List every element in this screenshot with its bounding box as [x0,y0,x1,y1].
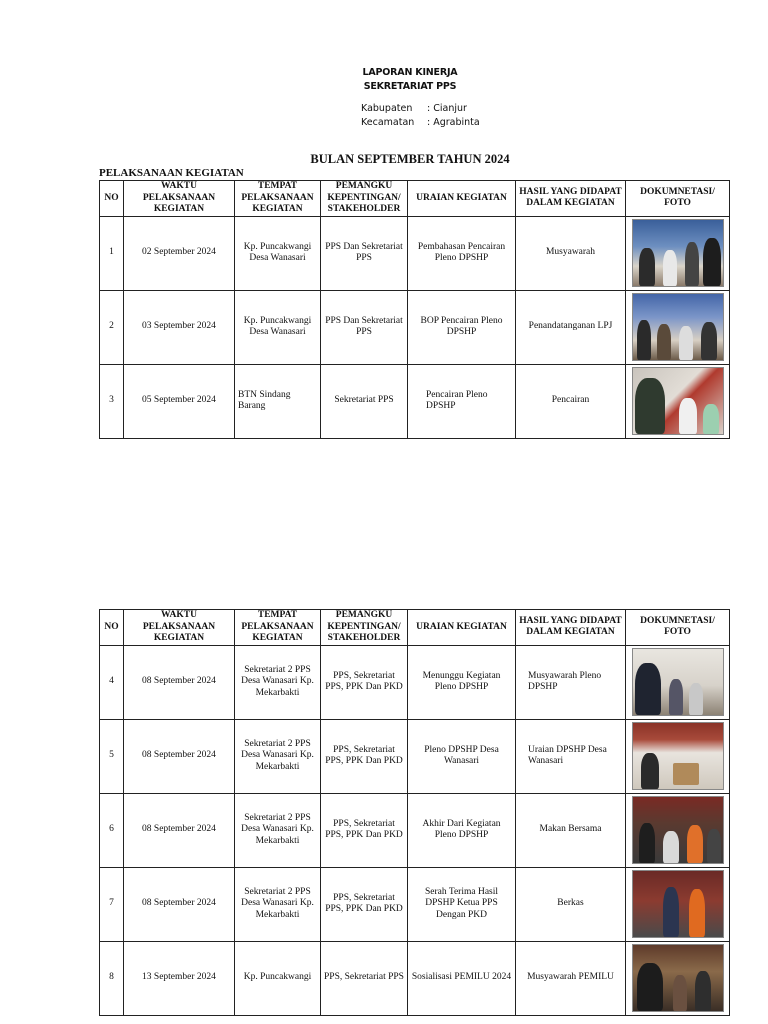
report-subtitle: SEKRETARIAT PPS [363,81,457,92]
cell-foto [626,793,730,867]
table-row [100,290,730,364]
cell-waktu: 02 September 2024 [124,216,235,290]
cell-foto [626,290,730,364]
col-hasil: HASIL YANG DIDAPAT DALAM KEGIATAN [516,181,626,217]
cell-tempat: Kp. Puncakwangi Desa Wanasari [235,290,321,364]
col-pemangku: PEMANGKU KEPENTINGAN/ STAKEHOLDER [321,610,408,646]
cell-foto [626,867,730,941]
cell-pemangku: PPS Dan Sekretariat PPS [321,216,408,290]
activity-photo [632,944,724,1012]
activity-photo [632,796,724,864]
activity-table-1 [99,180,730,439]
activity-photo [632,870,724,938]
cell-uraian: Pencairan Pleno DPSHP [408,364,516,438]
table-header-row [100,181,730,217]
cell-uraian: Menunggu Kegiatan Pleno DPSHP [408,645,516,719]
activity-table-2 [99,609,730,1016]
cell-pemangku: PPS Dan Sekretariat PPS [321,290,408,364]
kecamatan-value: : Agrabinta [427,117,480,128]
cell-foto [626,216,730,290]
cell-no: 3 [100,364,124,438]
col-uraian: URAIAN KEGIATAN [408,610,516,646]
kecamatan-label: Kecamatan [361,117,415,128]
cell-pemangku: PPS, Sekretariat PPS, PPK Dan PKD [321,719,408,793]
cell-tempat: Sekretariat 2 PPS Desa Wanasari Kp. Mekarbakti [235,645,321,719]
col-tempat: TEMPAT PELAKSANAAN KEGIATAN [235,181,321,217]
col-pemangku: PEMANGKU KEPENTINGAN/ STAKEHOLDER [321,181,408,217]
cell-foto [626,645,730,719]
cell-hasil: Berkas [516,867,626,941]
activity-photo [632,722,724,790]
cell-uraian: Sosialisasi PEMILU 2024 [408,941,516,1015]
cell-uraian: Pembahasan Pencairan Pleno DPSHP [408,216,516,290]
cell-waktu: 13 September 2024 [124,941,235,1015]
cell-pemangku: PPS, Sekretariat PPS, PPK Dan PKD [321,867,408,941]
cell-hasil: Musyawarah Pleno DPSHP [516,645,626,719]
kabupaten-row [361,103,467,114]
col-tempat: TEMPAT PELAKSANAAN KEGIATAN [235,610,321,646]
cell-tempat: Sekretariat 2 PPS Desa Wanasari Kp. Mekarbakti [235,867,321,941]
cell-hasil: Musyawarah [516,216,626,290]
col-waktu: WAKTU PELAKSANAAN KEGIATAN [124,610,235,646]
cell-pemangku: PPS, Sekretariat PPS, PPK Dan PKD [321,645,408,719]
cell-hasil: Pencairan [516,364,626,438]
table-row [100,867,730,941]
col-dokumentasi: DOKUMNETASI/ FOTO [626,610,730,646]
col-no: NO [100,181,124,217]
table-row [100,364,730,438]
activity-photo [632,648,724,716]
cell-no: 6 [100,793,124,867]
cell-no: 1 [100,216,124,290]
table-row [100,645,730,719]
kecamatan-row [361,117,480,128]
cell-foto [626,364,730,438]
table-header-row [100,610,730,646]
cell-no: 2 [100,290,124,364]
cell-tempat: BTN Sindang Barang [235,364,321,438]
cell-hasil: Musyawarah PEMILU [516,941,626,1015]
report-title: LAPORAN KINERJA [362,67,458,78]
cell-foto [626,719,730,793]
cell-uraian: Serah Terima Hasil DPSHP Ketua PPS Dengan PKD [408,867,516,941]
cell-tempat: Kp. Puncakwangi [235,941,321,1015]
activity-photo [632,293,724,361]
kabupaten-label: Kabupaten [361,103,413,114]
cell-hasil: Penandatanganan LPJ [516,290,626,364]
table-row [100,793,730,867]
cell-no: 8 [100,941,124,1015]
table-row [100,719,730,793]
cell-waktu: 08 September 2024 [124,719,235,793]
cell-uraian: BOP Pencairan Pleno DPSHP [408,290,516,364]
table-row [100,216,730,290]
cell-hasil: Uraian DPSHP Desa Wanasari [516,719,626,793]
col-uraian: URAIAN KEGIATAN [408,181,516,217]
col-no: NO [100,610,124,646]
col-waktu: WAKTU PELAKSANAAN KEGIATAN [124,181,235,217]
cell-tempat: Sekretariat 2 PPS Desa Wanasari Kp. Mekarbakti [235,719,321,793]
col-dokumentasi: DOKUMNETASI/ FOTO [626,181,730,217]
cell-waktu: 08 September 2024 [124,793,235,867]
activity-photo [632,367,724,435]
cell-pemangku: Sekretariat PPS [321,364,408,438]
kabupaten-value: : Cianjur [427,103,467,114]
col-hasil: HASIL YANG DIDAPAT DALAM KEGIATAN [516,610,626,646]
activity-photo [632,219,724,287]
cell-uraian: Akhir Dari Kegiatan Pleno DPSHP [408,793,516,867]
table-row [100,941,730,1015]
cell-tempat: Kp. Puncakwangi Desa Wanasari [235,216,321,290]
cell-tempat: Sekretariat 2 PPS Desa Wanasari Kp. Mekarbakti [235,793,321,867]
section-label: PELAKSANAAN KEGIATAN [99,167,244,179]
cell-waktu: 03 September 2024 [124,290,235,364]
cell-no: 5 [100,719,124,793]
cell-pemangku: PPS, Sekretariat PPS, PPK Dan PKD [321,793,408,867]
cell-waktu: 08 September 2024 [124,645,235,719]
month-title: BULAN SEPTEMBER TAHUN 2024 [310,152,510,166]
cell-hasil: Makan Bersama [516,793,626,867]
cell-uraian: Pleno DPSHP Desa Wanasari [408,719,516,793]
cell-waktu: 08 September 2024 [124,867,235,941]
cell-waktu: 05 September 2024 [124,364,235,438]
cell-no: 7 [100,867,124,941]
cell-foto [626,941,730,1015]
cell-no: 4 [100,645,124,719]
cell-pemangku: PPS, Sekretariat PPS [321,941,408,1015]
